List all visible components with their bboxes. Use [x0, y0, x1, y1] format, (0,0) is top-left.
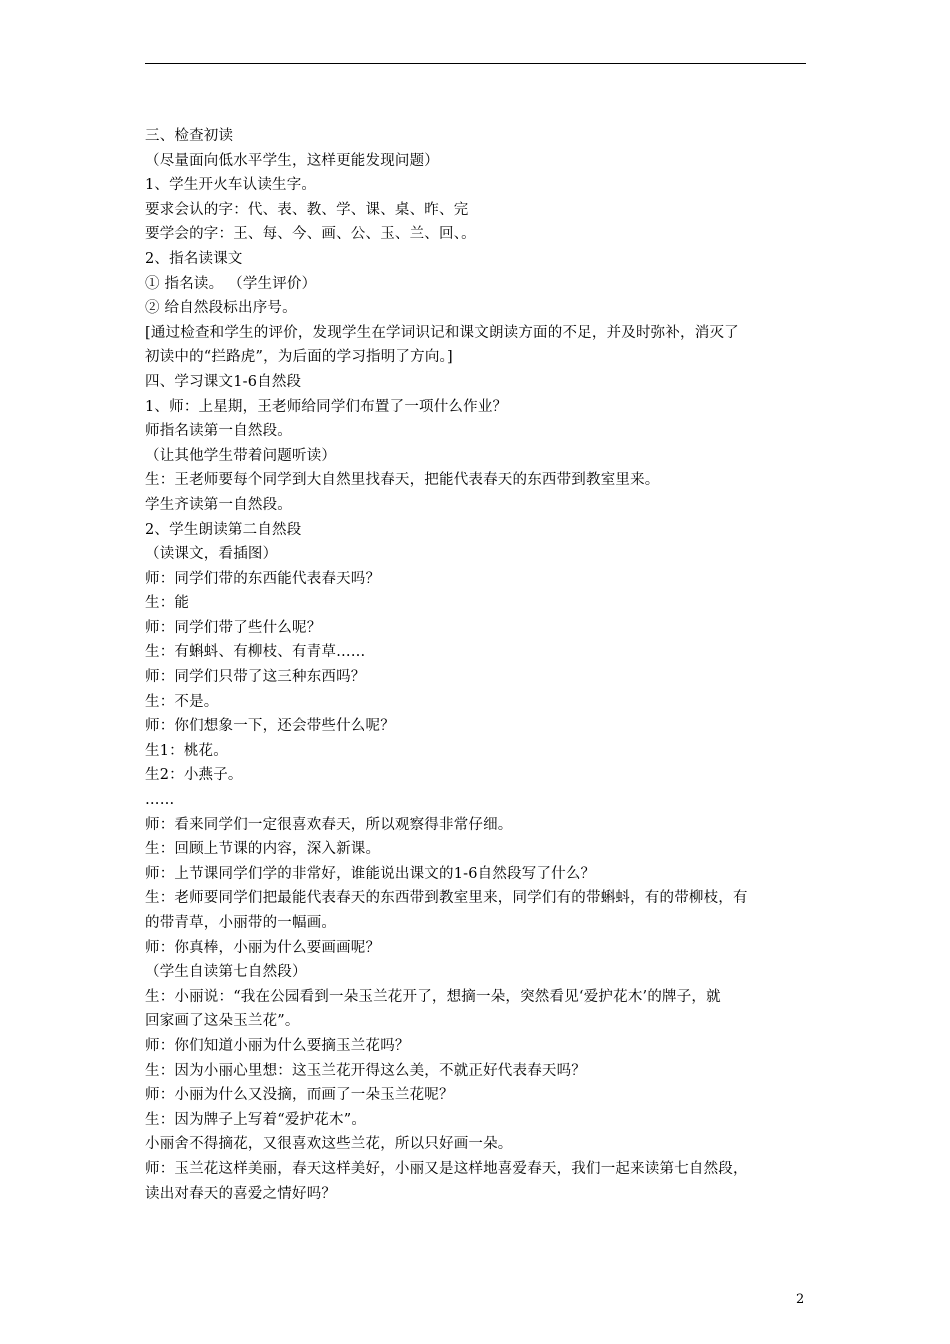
- text-line: 生：能: [145, 595, 190, 612]
- text-line: 1、师：上星期，王老师给同学们布置了一项什么作业？: [145, 398, 508, 415]
- text-line: （读课文，看插图）: [145, 546, 278, 563]
- text-line: ① 指名读。 （学生评价）: [145, 275, 317, 292]
- text-line: 师：上节课同学们学的非常好，谁能说出课文的1-6自然段写了什么？: [145, 865, 596, 882]
- text-line: 生2：小燕子。: [145, 767, 243, 784]
- text-line: 小丽舍不得摘花，又很喜欢这些兰花，所以只好画一朵。: [145, 1136, 513, 1153]
- text-line: 要学会的字：王、每、今、画、公、玉、兰、回、。: [145, 226, 476, 243]
- text-line: 生：王老师要每个同学到大自然里找春天，把能代表春天的东西带到教室里来。: [145, 472, 660, 489]
- text-line: 师：同学们带了些什么呢？: [145, 619, 322, 636]
- page-number: 2: [796, 1292, 805, 1307]
- text-line: 要求会认的字：代、表、教、学、课、桌、昨、完: [145, 201, 469, 218]
- text-line: 1、学生开火车认读生字。: [145, 177, 317, 194]
- text-line: 四、学习课文1-6自然段: [145, 373, 302, 390]
- text-line: 生1：桃花。: [145, 742, 228, 759]
- text-line: 师：你们想象一下，还会带些什么呢？: [145, 718, 395, 735]
- document-body: [145, 124, 807, 1206]
- text-line: 生：不是。: [145, 693, 219, 710]
- text-line: 生：小丽说：“我在公园看到一朵玉兰花开了，想摘一朵，突然看见‘爱护花木’的牌子，就: [145, 988, 721, 1005]
- text-line: 师：你真棒，小丽为什么要画画呢？: [145, 939, 381, 956]
- text-line: 师：同学们只带了这三种东西吗？: [145, 669, 366, 686]
- text-line: 初读中的“拦路虎”，为后面的学习指明了方向。]: [145, 349, 453, 366]
- header-rule: [145, 63, 806, 64]
- text-line: 三、检查初读: [145, 128, 234, 144]
- text-line: ……: [145, 792, 175, 809]
- text-line: ② 给自然段标出序号。: [145, 300, 297, 317]
- text-line: 读出对春天的喜爱之情好吗？: [145, 1185, 337, 1202]
- text-line: 的带青草，小丽带的一幅画。: [145, 915, 337, 931]
- text-line: [通过检查和学生的评价，发现学生在学词识记和课文朗读方面的不足，并及时弥补，消灭了: [145, 324, 739, 341]
- text-line: （让其他学生带着问题听读）: [145, 447, 337, 464]
- text-line: 2、指名读课文: [145, 250, 243, 267]
- text-line: 生：因为小丽心里想：这玉兰花开得这么美，不就正好代表春天吗？: [145, 1062, 586, 1079]
- text-line: 生：因为牌子上写着“爱护花木”。: [145, 1111, 367, 1128]
- text-line: 师：看来同学们一定很喜欢春天，所以观察得非常仔细。: [145, 816, 513, 833]
- text-line: 师指名读第一自然段。: [145, 423, 292, 440]
- text-line: 回家画了这朵玉兰花”。: [145, 1013, 300, 1030]
- text-line: 师：小丽为什么又没摘，而画了一朵玉兰花呢？: [145, 1087, 454, 1104]
- text-line: 师：你们知道小丽为什么要摘玉兰花吗？: [145, 1037, 410, 1054]
- text-line: 2、学生朗读第二自然段: [145, 521, 302, 538]
- text-line: 师：玉兰花这样美丽，春天这样美好，小丽又是这样地喜爱春天，我们一起来读第七自然段，: [145, 1160, 748, 1177]
- text-line: 学生齐读第一自然段。: [145, 496, 292, 513]
- text-line: 生：有蝌蚪、有柳枝、有青草……: [145, 644, 366, 661]
- text-line: 师：同学们带的东西能代表春天吗？: [145, 570, 381, 587]
- text-line: 生：老师要同学们把最能代表春天的东西带到教室里来，同学们有的带蝌蚪，有的带柳枝，有: [145, 890, 748, 907]
- text-line: （学生自读第七自然段）: [145, 964, 307, 981]
- text-line: （尽量面向低水平学生，这样更能发现问题）: [145, 152, 439, 169]
- text-line: 生：回顾上节课的内容，深入新课。: [145, 841, 381, 858]
